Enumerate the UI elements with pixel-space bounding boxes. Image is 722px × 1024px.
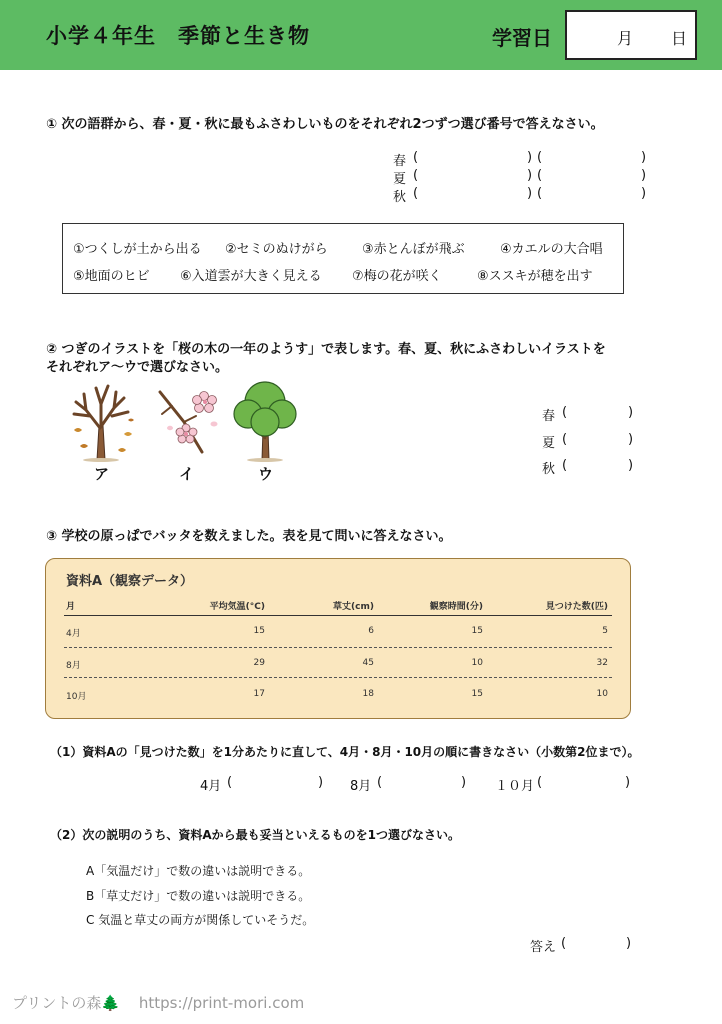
table-cell: 17 <box>253 689 265 699</box>
word-item: ⑥入道雲が大きく見える <box>180 269 322 284</box>
option-a: A「気温だけ」で数の違いは説明できる。 <box>86 864 311 878</box>
illustration-label-u: ウ <box>258 465 274 483</box>
q3-sub1-heading: （1）資料Aの「見つけた数」を1分あたりに直して、4月・8月・10月の順に書きなさい（小数第2位まで）。 <box>50 745 640 759</box>
q3-sub1-answer-august[interactable]: 8月 ( ) <box>350 775 467 794</box>
word-bank-box <box>62 223 624 294</box>
footer-credit <box>12 992 304 1013</box>
header-bar <box>0 0 722 70</box>
day-unit: 日 <box>671 29 688 48</box>
word-item: ⑤地面のヒビ <box>73 269 150 284</box>
option-c: C 気温と草丈の両方が関係していそうだ。 <box>86 913 315 927</box>
q3-sub1-answer-april[interactable]: 4月 ( ) <box>200 775 324 794</box>
table-cell: 15 <box>471 626 483 636</box>
option-b: B「草丈だけ」で数の違いは説明できる。 <box>86 889 311 903</box>
q2-heading-line2: それぞれア～ウで選びなさい。 <box>46 360 229 375</box>
q2-answer-spring[interactable]: 春 ( ) <box>542 405 634 424</box>
study-date-label: 学習日 <box>492 26 552 50</box>
month-unit: 月 <box>617 29 634 48</box>
word-item: ①つくしが土から出る <box>73 242 202 257</box>
q3-sub2-answer[interactable]: 答え ( ) <box>530 936 632 955</box>
table-cell: 6 <box>368 626 374 636</box>
cherry-blossom-illustration <box>156 386 222 460</box>
q1-answer-summer[interactable]: 夏 ( ) ( ) <box>393 168 647 187</box>
q2-answer-summer[interactable]: 夏 ( ) <box>542 432 634 451</box>
table-cell: 4月 <box>66 629 81 639</box>
table-cell: 18 <box>362 689 374 699</box>
word-item: ③赤とんぼが飛ぶ <box>362 242 465 257</box>
table-cell: 15 <box>253 626 265 636</box>
q3-sub2-heading: （2）次の説明のうち、資料Aから最も妥当といえるものを1つ選びなさい。 <box>50 828 460 842</box>
table-cell: 29 <box>253 658 265 668</box>
table-header-rule <box>64 615 612 616</box>
q3-heading: ③ 学校の原っぱでバッタを数えました。表を見て問いに答えなさい。 <box>46 529 452 544</box>
q2-heading-line1: ② つぎのイラストを「桜の木の一年のようす」で表します。春、夏、秋にふさわしいイラストを <box>46 342 606 357</box>
green-tree-illustration <box>230 378 300 462</box>
tree-icon: 🌲 <box>101 994 121 1012</box>
table-header: 草丈(cm) <box>333 602 374 612</box>
site-name: プリントの森 <box>12 994 102 1012</box>
word-item: ②セミのぬけがら <box>225 242 328 257</box>
q2-answer-autumn[interactable]: 秋 ( ) <box>542 458 634 477</box>
data-table-title: 資料A（観察データ） <box>66 574 194 589</box>
table-cell: 8月 <box>66 661 81 671</box>
page-title: 小学４年生 季節と生き物 <box>46 24 310 48</box>
table-cell: 5 <box>602 626 608 636</box>
table-cell: 45 <box>362 658 374 668</box>
table-cell: 15 <box>471 689 483 699</box>
table-row-rule <box>64 647 612 648</box>
word-item: ⑧ススキが穂を出す <box>477 269 593 284</box>
study-date-box[interactable] <box>565 10 697 60</box>
word-item: ④カエルの大合唱 <box>500 242 603 257</box>
table-cell: 10 <box>596 689 608 699</box>
data-table-card <box>45 558 631 719</box>
q3-sub1-answer-october[interactable]: １０月 ( ) <box>495 775 631 794</box>
season-label: 夏 <box>393 172 407 187</box>
q1-answer-spring[interactable]: 春 ( ) ( ) <box>393 150 647 169</box>
table-header: 見つけた数(匹) <box>545 602 608 612</box>
q1-answer-autumn[interactable]: 秋 ( ) ( ) <box>393 186 647 205</box>
q1-heading: ① 次の語群から、春・夏・秋に最もふさわしいものをそれぞれ2つずつ選び番号で答えなさい。 <box>46 117 604 132</box>
table-header: 観察時間(分) <box>429 602 483 612</box>
illustration-label-i: イ <box>179 465 195 483</box>
season-label: 秋 <box>393 190 407 205</box>
word-item: ⑦梅の花が咲く <box>352 269 442 284</box>
table-cell: 10 <box>471 658 483 668</box>
illustration-label-a: ア <box>94 465 110 483</box>
site-url[interactable]: https://print-mori.com <box>138 994 305 1012</box>
table-header: 月 <box>66 602 76 612</box>
table-row-rule <box>64 677 612 678</box>
bare-tree-illustration <box>66 380 136 462</box>
table-cell: 32 <box>596 658 608 668</box>
table-header: 平均気温(°C) <box>209 602 265 612</box>
season-label: 春 <box>393 154 407 169</box>
table-cell: 10月 <box>66 692 87 702</box>
